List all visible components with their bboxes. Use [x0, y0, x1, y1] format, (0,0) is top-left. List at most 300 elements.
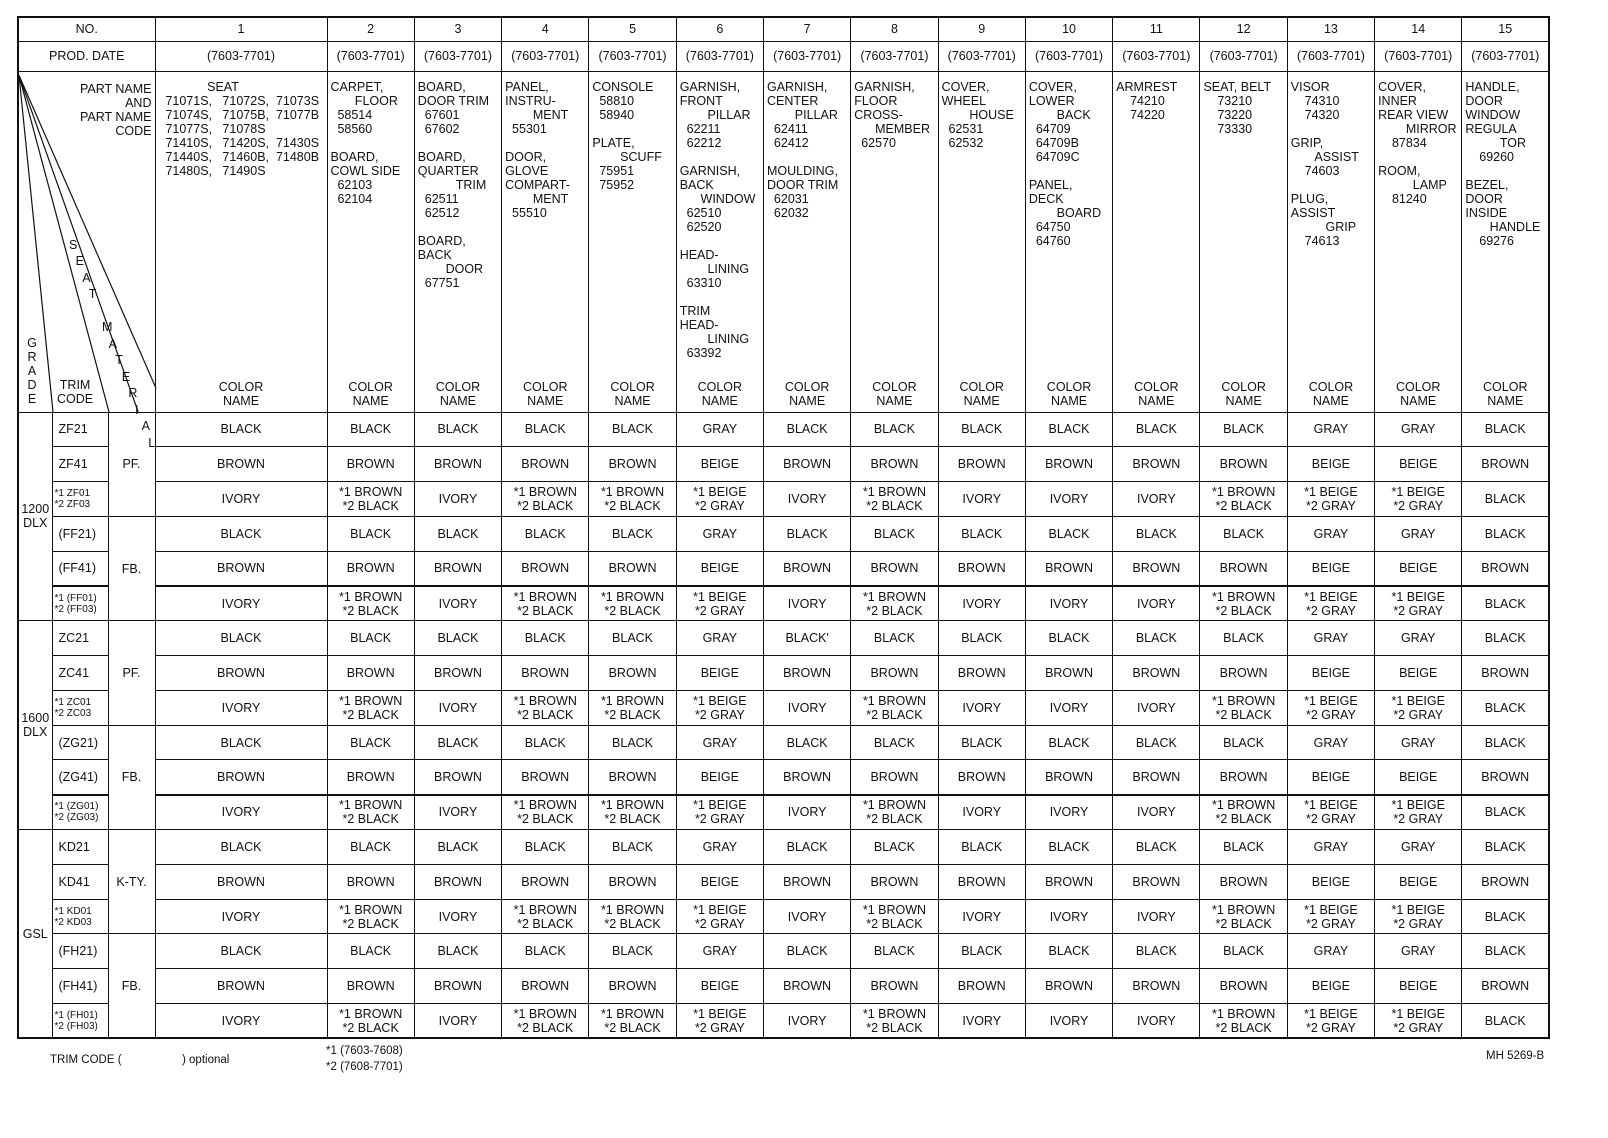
table-row [18, 586, 1549, 621]
color-cell: BLACK [589, 725, 676, 760]
color-cell: GRAY [1287, 412, 1374, 447]
color-cell: BROWN [327, 864, 414, 899]
grade-label: 1200 DLX [18, 412, 52, 621]
color-cell: BROWN [1025, 447, 1112, 482]
color-cell: IVORY [1025, 899, 1112, 934]
color-cell: *1 BEIGE *2 GRAY [676, 586, 763, 621]
color-name-label: COLOR NAME [1375, 377, 1462, 412]
color-cell: BLACK [589, 934, 676, 969]
color-cell: GRAY [676, 934, 763, 969]
color-cell: BLACK [851, 516, 938, 551]
color-cell: BROWN [414, 969, 501, 1004]
color-cell: BLACK [414, 621, 501, 656]
table-row [18, 412, 1549, 447]
color-cell: *1 BROWN *2 BLACK [851, 795, 938, 830]
part-name-list: HANDLE, DOOR WINDOW REGULA TOR 69260 BEZEL, DOOR INSIDE HANDLE 69276 [1462, 71, 1549, 377]
color-cell: BLACK [1025, 621, 1112, 656]
color-cell: BLACK [1462, 725, 1549, 760]
color-cell: *1 BROWN *2 BLACK [589, 482, 676, 517]
table-row [18, 551, 1549, 586]
color-cell: *1 BEIGE *2 GRAY [1375, 482, 1462, 517]
color-cell: BLACK [938, 830, 1025, 865]
color-name-label: COLOR NAME [763, 377, 850, 412]
prod-date-value: (7603-7701) [502, 41, 589, 71]
color-cell: BROWN [502, 760, 589, 795]
color-cell: GRAY [1287, 934, 1374, 969]
color-cell: BLACK [1113, 412, 1200, 447]
color-cell: BLACK [1200, 412, 1287, 447]
color-cell: BLACK [851, 934, 938, 969]
color-cell: BROWN [1113, 551, 1200, 586]
color-cell: *1 BEIGE *2 GRAY [1287, 690, 1374, 725]
color-cell: *1 BROWN *2 BLACK [1200, 899, 1287, 934]
color-cell: BROWN [1113, 656, 1200, 691]
color-cell: BEIGE [676, 656, 763, 691]
color-cell: *1 BEIGE *2 GRAY [1287, 482, 1374, 517]
seat-material-letter: L [148, 435, 156, 450]
color-cell: BROWN [851, 864, 938, 899]
color-cell: BLACK [1025, 516, 1112, 551]
trim-code: *1 (FH01) *2 (FH03) [52, 1004, 108, 1039]
color-cell: BROWN [763, 447, 850, 482]
color-cell: BLACK [1462, 482, 1549, 517]
color-cell: IVORY [1113, 1004, 1200, 1039]
trim-code: ZF41 [52, 447, 108, 482]
part-name-list: GARNISH, FRONT PILLAR 62211 62212 GARNISH, BACK WINDOW 62510 62520 HEAD- LINING 63310 TRIM HEAD- LINING 63392 [676, 71, 763, 377]
color-cell: BROWN [155, 551, 327, 586]
color-cell: BLACK [414, 934, 501, 969]
color-cell: BROWN [155, 447, 327, 482]
color-cell: BROWN [763, 760, 850, 795]
color-cell: *1 BROWN *2 BLACK [502, 899, 589, 934]
trim-code: *1 ZF01 *2 ZF03 [52, 482, 108, 517]
color-cell: IVORY [763, 482, 850, 517]
color-cell: BLACK [1113, 621, 1200, 656]
grade-label: 1600 DLX [18, 621, 52, 830]
table-row [18, 516, 1549, 551]
table-row [18, 899, 1549, 934]
no-label: NO. [18, 17, 155, 41]
color-cell: BLACK [763, 725, 850, 760]
color-name-label: COLOR NAME [938, 377, 1025, 412]
color-cell: BLACK [1462, 795, 1549, 830]
color-cell: BROWN [1200, 447, 1287, 482]
prod-date-value: (7603-7701) [1462, 41, 1549, 71]
color-cell: *1 BROWN *2 BLACK [589, 690, 676, 725]
color-cell: BLACK [851, 725, 938, 760]
trim-code: (ZG41) [52, 760, 108, 795]
table-row [18, 1004, 1549, 1039]
color-cell: GRAY [1375, 516, 1462, 551]
color-cell: BROWN [1462, 969, 1549, 1004]
color-cell: BEIGE [1375, 447, 1462, 482]
part-name-list: ARMREST 74210 74220 [1113, 71, 1200, 377]
color-cell: BEIGE [1287, 656, 1374, 691]
color-cell: BEIGE [1375, 969, 1462, 1004]
prod-date-value: (7603-7701) [763, 41, 850, 71]
color-cell: BROWN [1462, 656, 1549, 691]
trim-code: *1 ZC01 *2 ZC03 [52, 690, 108, 725]
prod-date-value: (7603-7701) [1113, 41, 1200, 71]
color-cell: BROWN [414, 656, 501, 691]
color-cell: BLACK [1462, 830, 1549, 865]
color-cell: BLACK [414, 725, 501, 760]
color-cell: BEIGE [676, 447, 763, 482]
color-cell: *1 BROWN *2 BLACK [502, 482, 589, 517]
color-cell: BLACK [502, 516, 589, 551]
color-cell: BROWN [851, 760, 938, 795]
color-cell: BROWN [851, 447, 938, 482]
color-cell: *1 BROWN *2 BLACK [327, 586, 414, 621]
color-cell: BLACK [589, 412, 676, 447]
color-cell: BROWN [502, 447, 589, 482]
color-cell: BROWN [938, 447, 1025, 482]
seat-material: K-TY. [108, 830, 155, 934]
color-cell: BLACK [155, 830, 327, 865]
color-cell: BROWN [763, 551, 850, 586]
color-cell: IVORY [763, 586, 850, 621]
color-cell: *1 BROWN *2 BLACK [502, 1004, 589, 1039]
trim-code: (FH41) [52, 969, 108, 1004]
footer-note-2: *2 (7608-7701) [326, 1061, 403, 1073]
color-cell: BLACK [155, 621, 327, 656]
color-cell: BEIGE [1375, 551, 1462, 586]
table-row [18, 656, 1549, 691]
color-cell: BROWN [1025, 656, 1112, 691]
color-cell: BLACK [1113, 934, 1200, 969]
color-name-label: COLOR NAME [1113, 377, 1200, 412]
color-cell: BROWN [327, 447, 414, 482]
color-cell: *1 BROWN *2 BLACK [851, 586, 938, 621]
part-name-list: COVER, WHEEL HOUSE 62531 62532 [938, 71, 1025, 377]
color-cell: IVORY [1113, 899, 1200, 934]
color-cell: IVORY [938, 795, 1025, 830]
color-cell: GRAY [1375, 725, 1462, 760]
color-cell: GRAY [1375, 830, 1462, 865]
color-cell: IVORY [155, 899, 327, 934]
color-cell: *1 BROWN *2 BLACK [851, 482, 938, 517]
part-name-list: COVER, LOWER BACK 64709 64709B 64709C PANEL, DECK BOARD 64750 64760 [1025, 71, 1112, 377]
color-cell: BROWN [155, 656, 327, 691]
color-name-label: COLOR NAME [414, 377, 501, 412]
color-cell: *1 BROWN *2 BLACK [1200, 482, 1287, 517]
color-cell: *1 BROWN *2 BLACK [589, 795, 676, 830]
color-name-label: COLOR NAME [327, 377, 414, 412]
color-cell: BROWN [502, 969, 589, 1004]
column-number: 7 [763, 17, 850, 41]
part-name-list: GARNISH, FLOOR CROSS- MEMBER 62570 [851, 71, 938, 377]
color-cell: BROWN [589, 656, 676, 691]
table-row [18, 690, 1549, 725]
prod-date-value: (7603-7701) [155, 41, 327, 71]
color-cell: *1 BEIGE *2 GRAY [676, 1004, 763, 1039]
color-cell: BROWN [502, 656, 589, 691]
color-cell: IVORY [938, 482, 1025, 517]
color-cell: BROWN [327, 656, 414, 691]
color-cell: BLACK [763, 934, 850, 969]
color-cell: *1 BEIGE *2 GRAY [676, 482, 763, 517]
table-row [18, 447, 1549, 482]
prod-date-value: (7603-7701) [938, 41, 1025, 71]
table-row [18, 830, 1549, 865]
color-cell: BROWN [1200, 551, 1287, 586]
color-cell: BLACK [327, 516, 414, 551]
color-cell: BLACK [1025, 830, 1112, 865]
color-cell: BROWN [851, 551, 938, 586]
color-cell: BROWN [851, 656, 938, 691]
seat-material: PF. [108, 412, 155, 516]
color-cell: BROWN [938, 760, 1025, 795]
color-cell: IVORY [155, 586, 327, 621]
trim-code: (FH21) [52, 934, 108, 969]
color-cell: BLACK [1200, 516, 1287, 551]
color-cell: IVORY [1025, 482, 1112, 517]
color-cell: *1 BROWN *2 BLACK [327, 690, 414, 725]
color-cell: *1 BROWN *2 BLACK [851, 899, 938, 934]
color-cell: BLACK [1462, 412, 1549, 447]
color-cell: *1 BEIGE *2 GRAY [1375, 1004, 1462, 1039]
color-cell: BROWN [414, 447, 501, 482]
color-cell: BROWN [155, 969, 327, 1004]
part-name-list: SEAT, BELT 73210 73220 73330 [1200, 71, 1287, 377]
color-cell: BROWN [414, 760, 501, 795]
color-cell: BLACK [1462, 621, 1549, 656]
color-cell: BEIGE [1287, 864, 1374, 899]
color-cell: *1 BROWN *2 BLACK [1200, 690, 1287, 725]
part-name-list: VISOR 74310 74320 GRIP, ASSIST 74603 PLUG, ASSIST GRIP 74613 [1287, 71, 1374, 377]
color-cell: BLACK [327, 621, 414, 656]
color-cell: BLACK [327, 725, 414, 760]
grade-label: GSL [18, 830, 52, 1039]
color-cell: BLACK [155, 934, 327, 969]
color-cell: IVORY [763, 899, 850, 934]
column-number: 4 [502, 17, 589, 41]
seat-material: FB. [108, 516, 155, 620]
color-cell: BROWN [1462, 760, 1549, 795]
seat-material-letter: A [82, 270, 91, 285]
color-name-label: COLOR NAME [676, 377, 763, 412]
color-cell: BROWN [1025, 969, 1112, 1004]
color-cell: BROWN [938, 551, 1025, 586]
seat-material-letter: T [115, 353, 123, 367]
color-cell: *1 BEIGE *2 GRAY [1375, 690, 1462, 725]
color-cell: IVORY [763, 795, 850, 830]
color-cell: BLACK [1462, 690, 1549, 725]
color-cell: BLACK [938, 412, 1025, 447]
part-name-list: GARNISH, CENTER PILLAR 62411 62412 MOULDING, DOOR TRIM 62031 62032 [763, 71, 850, 377]
seat-material-letter: M [102, 320, 113, 334]
color-cell: BROWN [1462, 447, 1549, 482]
color-cell: IVORY [155, 1004, 327, 1039]
color-cell: IVORY [414, 795, 501, 830]
part-name-list: CARPET, FLOOR 58514 58560 BOARD, COWL SIDE 62103 62104 [327, 71, 414, 377]
color-cell: *1 BROWN *2 BLACK [327, 795, 414, 830]
color-cell: BLACK [763, 830, 850, 865]
color-cell: BROWN [155, 760, 327, 795]
color-cell: BEIGE [1375, 864, 1462, 899]
color-name-label: COLOR NAME [502, 377, 589, 412]
color-cell: BEIGE [1287, 969, 1374, 1004]
color-cell: BROWN [589, 864, 676, 899]
color-cell: IVORY [1025, 795, 1112, 830]
table-row [18, 864, 1549, 899]
part-name-list: BOARD, DOOR TRIM 67601 67602 BOARD, QUARTER TRIM 62511 62512 BOARD, BACK DOOR 67751 [414, 71, 501, 377]
color-cell: BLACK [1200, 725, 1287, 760]
footer-note-1: *1 (7603-7608) [326, 1045, 403, 1057]
color-name-label: COLOR NAME [1287, 377, 1374, 412]
color-cell: IVORY [1113, 795, 1200, 830]
color-cell: BROWN [1025, 760, 1112, 795]
color-cell: *1 BROWN *2 BLACK [589, 1004, 676, 1039]
color-cell: *1 BEIGE *2 GRAY [1375, 586, 1462, 621]
color-cell: *1 BROWN *2 BLACK [1200, 795, 1287, 830]
color-cell: *1 BROWN *2 BLACK [502, 690, 589, 725]
document-code: MH 5269-B [1486, 1050, 1545, 1062]
part-name-list: COVER, INNER REAR VIEW MIRROR 87834 ROOM, LAMP 81240 [1375, 71, 1462, 377]
color-cell: GRAY [1375, 934, 1462, 969]
column-number: 8 [851, 17, 938, 41]
color-cell: IVORY [155, 482, 327, 517]
color-cell: BLACK [502, 621, 589, 656]
color-name-label: COLOR NAME [1025, 377, 1112, 412]
color-cell: BLACK [1113, 830, 1200, 865]
column-number: 12 [1200, 17, 1287, 41]
column-number: 10 [1025, 17, 1112, 41]
trim-code: *1 (ZG01) *2 (ZG03) [52, 795, 108, 830]
prod-date-value: (7603-7701) [1375, 41, 1462, 71]
color-cell: *1 BEIGE *2 GRAY [676, 795, 763, 830]
color-cell: GRAY [676, 621, 763, 656]
color-cell: *1 BEIGE *2 GRAY [676, 899, 763, 934]
color-cell: BLACK [1025, 725, 1112, 760]
color-cell: IVORY [1025, 586, 1112, 621]
trim-code: ZC41 [52, 656, 108, 691]
color-cell: BLACK [502, 412, 589, 447]
color-cell: BROWN [327, 760, 414, 795]
part-name-header-label: PART NAME AND PART NAME CODE [79, 81, 152, 138]
color-cell: BEIGE [1287, 551, 1374, 586]
color-cell: IVORY [938, 690, 1025, 725]
color-cell: BLACK [1462, 934, 1549, 969]
color-cell: *1 BROWN *2 BLACK [327, 899, 414, 934]
trim-code: (FF21) [52, 516, 108, 551]
trim-code: *1 KD01 *2 KD03 [52, 899, 108, 934]
color-cell: BROWN [327, 551, 414, 586]
color-cell: *1 BROWN *2 BLACK [589, 586, 676, 621]
color-cell: BROWN [938, 969, 1025, 1004]
color-cell: BROWN [1113, 864, 1200, 899]
color-cell: GRAY [676, 412, 763, 447]
color-cell: BEIGE [1375, 656, 1462, 691]
seat-material-letter: I [135, 402, 139, 417]
color-cell: BLACK [589, 621, 676, 656]
trim-code: (FF41) [52, 551, 108, 586]
column-number: 14 [1375, 17, 1462, 41]
color-cell: BROWN [938, 656, 1025, 691]
prod-date-value: (7603-7701) [1025, 41, 1112, 71]
color-cell: BLACK [763, 412, 850, 447]
color-cell: BLACK [502, 725, 589, 760]
color-cell: BROWN [1200, 864, 1287, 899]
grade-header-label: G R A D E [27, 335, 37, 406]
color-cell: IVORY [1113, 586, 1200, 621]
color-cell: BEIGE [676, 760, 763, 795]
color-cell: *1 BROWN *2 BLACK [327, 482, 414, 517]
color-cell: BLACK [1200, 621, 1287, 656]
color-cell: BLACK [589, 830, 676, 865]
color-cell: BLACK' [763, 621, 850, 656]
color-cell: BROWN [1113, 447, 1200, 482]
color-cell: BROWN [1025, 864, 1112, 899]
color-cell: IVORY [1113, 690, 1200, 725]
color-cell: BROWN [589, 551, 676, 586]
trim-color-table [17, 16, 1550, 1039]
color-cell: GRAY [676, 830, 763, 865]
seat-material-letter: S [69, 237, 78, 252]
trim-code: KD41 [52, 864, 108, 899]
color-cell: BROWN [1200, 969, 1287, 1004]
table-row [18, 969, 1549, 1004]
color-cell: BEIGE [676, 969, 763, 1004]
color-cell: BLACK [851, 830, 938, 865]
table-row [18, 725, 1549, 760]
color-cell: BLACK [1025, 412, 1112, 447]
color-cell: BLACK [851, 621, 938, 656]
color-cell: GRAY [1375, 621, 1462, 656]
color-cell: BROWN [763, 864, 850, 899]
color-cell: BLACK [155, 412, 327, 447]
color-cell: BROWN [1025, 551, 1112, 586]
column-number: 6 [676, 17, 763, 41]
color-cell: BROWN [155, 864, 327, 899]
color-cell: BLACK [502, 934, 589, 969]
color-name-label: COLOR NAME [1200, 377, 1287, 412]
column-number: 15 [1462, 17, 1549, 41]
color-cell: IVORY [155, 795, 327, 830]
color-cell: *1 BROWN *2 BLACK [502, 586, 589, 621]
table-row [18, 482, 1549, 517]
table-row [18, 795, 1549, 830]
color-cell: BROWN [589, 447, 676, 482]
prod-date-label: PROD. DATE [18, 41, 155, 71]
color-cell: IVORY [763, 1004, 850, 1039]
trim-code: ZC21 [52, 621, 108, 656]
color-cell: BLACK [414, 412, 501, 447]
color-cell: BEIGE [1375, 760, 1462, 795]
color-cell: BLACK [414, 830, 501, 865]
color-cell: BLACK [1113, 516, 1200, 551]
color-cell: GRAY [1287, 830, 1374, 865]
color-cell: *1 BROWN *2 BLACK [851, 690, 938, 725]
prod-date-value: (7603-7701) [327, 41, 414, 71]
trim-code: *1 (FF01) *2 (FF03) [52, 586, 108, 621]
color-cell: IVORY [938, 586, 1025, 621]
color-cell: BLACK [1462, 899, 1549, 934]
color-cell: IVORY [414, 899, 501, 934]
column-number: 9 [938, 17, 1025, 41]
table-row [18, 760, 1549, 795]
color-cell: *1 BROWN *2 BLACK [851, 1004, 938, 1039]
color-cell: BLACK [763, 516, 850, 551]
color-cell: *1 BROWN *2 BLACK [1200, 586, 1287, 621]
color-cell: BLACK [1200, 934, 1287, 969]
color-cell: IVORY [414, 1004, 501, 1039]
color-cell: BEIGE [1287, 760, 1374, 795]
prod-date-value: (7603-7701) [851, 41, 938, 71]
color-cell: BEIGE [1287, 447, 1374, 482]
seat-material: PF. [108, 621, 155, 725]
color-cell: BLACK [938, 934, 1025, 969]
